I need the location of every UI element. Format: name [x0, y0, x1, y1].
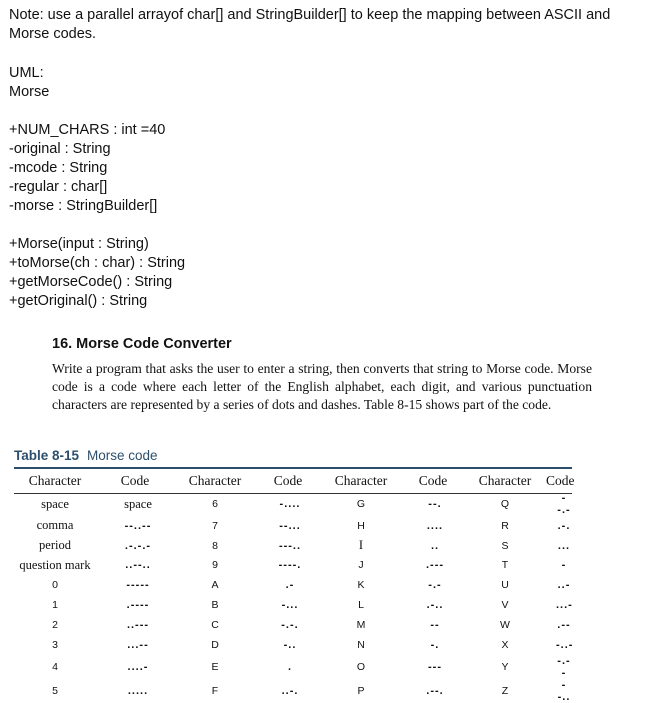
assignment-note: Note: use a parallel arrayof char[] and StringBuilder[] to keep the mapping between ASCII and Morse codes. — [9, 7, 611, 42]
character-cell: X — [501, 638, 509, 651]
morse-code-cell: -.. — [283, 638, 297, 651]
character-cell: period — [39, 538, 71, 553]
character-cell: B — [211, 599, 219, 612]
table-label: Table 8-15 — [14, 448, 80, 463]
character-cell: E — [211, 660, 219, 673]
character-cell: I — [358, 538, 364, 553]
morse-code-cell: ..--.. — [125, 559, 151, 572]
morse-code-cell: -- — [430, 618, 440, 631]
column-header: Character — [188, 473, 242, 488]
character-cell: U — [501, 579, 509, 592]
morse-code-cell: .... — [426, 519, 444, 532]
morse-code-cell: ----- — [126, 579, 150, 592]
morse-code-cell: ..-. — [281, 684, 299, 697]
morse-code-cell: -.-- — [557, 654, 571, 679]
character-cell: P — [357, 684, 365, 697]
table-row — [14, 635, 572, 655]
morse-code-cell: -.- — [428, 579, 442, 592]
character-cell: S — [501, 539, 509, 552]
character-cell: 3 — [52, 638, 58, 651]
uml-field: -mcode : String — [9, 160, 108, 176]
character-cell: M — [356, 618, 366, 631]
column-header: Character — [28, 473, 82, 488]
column-header: Character — [478, 473, 532, 488]
morse-code-cell: ..--- — [126, 618, 150, 631]
morse-code-cell: ..... — [127, 684, 149, 697]
table-row — [14, 516, 572, 536]
character-cell: A — [211, 579, 219, 592]
table-row — [14, 575, 572, 595]
column-header: Code — [273, 473, 303, 488]
morse-code-cell: .- — [285, 579, 295, 592]
morse-code-cell: .-- — [557, 618, 571, 631]
character-cell: space — [41, 496, 69, 511]
morse-code-cell: .. — [430, 539, 440, 552]
character-cell: 2 — [52, 618, 58, 631]
morse-code-cell: -. — [430, 638, 440, 651]
column-header: Character — [334, 473, 388, 488]
morse-code-cell: - — [561, 559, 567, 572]
morse-code-cell: -..- — [556, 638, 574, 651]
table-row — [14, 536, 572, 556]
morse-code-cell: -.-. — [281, 618, 299, 631]
table-row — [14, 556, 572, 576]
morse-code-cell: .---- — [126, 599, 150, 612]
table-title: Morse code — [87, 448, 158, 463]
character-cell: Q — [500, 498, 510, 510]
character-cell: 8 — [212, 539, 218, 552]
morse-code-table — [14, 470, 575, 703]
column-header: Code — [418, 473, 448, 488]
character-cell: comma — [36, 518, 74, 533]
table-row — [14, 679, 572, 703]
morse-code-cell: ..- — [557, 579, 571, 592]
uml-method: +toMorse(ch : char) : String — [9, 255, 186, 271]
character-cell: O — [356, 660, 366, 673]
morse-code-cell: --- — [428, 660, 442, 673]
problem-title: 16. Morse Code Converter — [52, 336, 232, 352]
uml-class-name: Morse — [9, 84, 50, 100]
character-cell: W — [500, 618, 510, 631]
character-cell: Z — [501, 684, 509, 697]
character-cell: 0 — [52, 579, 58, 592]
table-row — [14, 595, 572, 615]
morse-code-cell: --.- — [557, 492, 571, 516]
character-cell: V — [501, 599, 509, 612]
morse-code-cell: -... — [281, 599, 299, 612]
character-cell: Y — [501, 660, 509, 673]
morse-code-cell: space — [124, 496, 152, 511]
uml-field: -regular : char[] — [9, 179, 108, 195]
uml-field: +NUM_CHARS : int =40 — [9, 122, 166, 138]
table-row — [14, 615, 572, 635]
character-cell: 9 — [212, 559, 218, 572]
morse-code-cell: --... — [279, 519, 301, 532]
morse-code-cell: ....- — [127, 660, 149, 673]
uml-block — [9, 64, 185, 311]
character-cell: T — [501, 559, 509, 572]
character-cell: D — [211, 638, 219, 651]
uml-method: +getOriginal() : String — [9, 293, 148, 309]
morse-code-cell: ...-- — [127, 638, 149, 651]
column-header: Code — [546, 473, 575, 488]
morse-code-cell: --. — [428, 498, 442, 510]
character-cell: 7 — [212, 519, 218, 532]
uml-field: -morse : StringBuilder[] — [9, 198, 158, 214]
character-cell: N — [357, 638, 365, 651]
character-cell: 5 — [52, 684, 58, 697]
character-cell: 4 — [52, 660, 58, 673]
character-cell: G — [356, 498, 366, 510]
character-cell: K — [357, 579, 365, 592]
morse-code-cell: -.... — [279, 498, 301, 510]
character-cell: C — [211, 618, 219, 631]
table-header-row — [14, 470, 572, 492]
table-row — [14, 492, 572, 516]
morse-code-cell: ... — [557, 539, 571, 552]
morse-code-cell: --..-- — [124, 519, 152, 532]
morse-code-cell: . — [287, 660, 293, 673]
morse-code-cell: .--- — [425, 559, 445, 572]
morse-code-cell: ...- — [556, 599, 573, 612]
uml-field: -original : String — [9, 141, 111, 157]
morse-code-cell: .-.. — [426, 599, 444, 612]
table-caption — [14, 448, 158, 463]
morse-code-cell: .-.-.- — [124, 539, 152, 552]
character-cell: F — [211, 684, 219, 697]
character-cell: J — [358, 559, 364, 572]
character-cell: 1 — [52, 599, 58, 612]
problem-section — [52, 336, 592, 415]
problem-body: Write a program that asks the user to enter a string, then converts that string to Morse code. Morse code is a code where each letter of the English alphabet, each digit, and various punctuation characters are represented by a series of dots and dashes. Table 8-15 shows part of the code. — [52, 361, 592, 413]
uml-method: +Morse(input : String) — [9, 236, 149, 252]
morse-code-cell: ----. — [278, 559, 302, 572]
table-top-rule — [14, 467, 572, 469]
morse-code-cell: ---.. — [278, 539, 302, 552]
character-cell: R — [501, 519, 509, 532]
table-row — [14, 655, 572, 679]
character-cell: L — [358, 599, 364, 612]
column-header: Code — [120, 473, 150, 488]
character-cell: question mark — [19, 557, 91, 572]
character-cell: H — [357, 519, 365, 532]
uml-heading: UML: — [9, 65, 44, 81]
morse-code-cell: .--. — [426, 684, 444, 697]
character-cell: 6 — [212, 498, 218, 510]
uml-method: +getMorseCode() : String — [9, 274, 173, 290]
morse-code-cell: --.. — [557, 678, 571, 703]
morse-code-cell: .-. — [557, 519, 571, 532]
